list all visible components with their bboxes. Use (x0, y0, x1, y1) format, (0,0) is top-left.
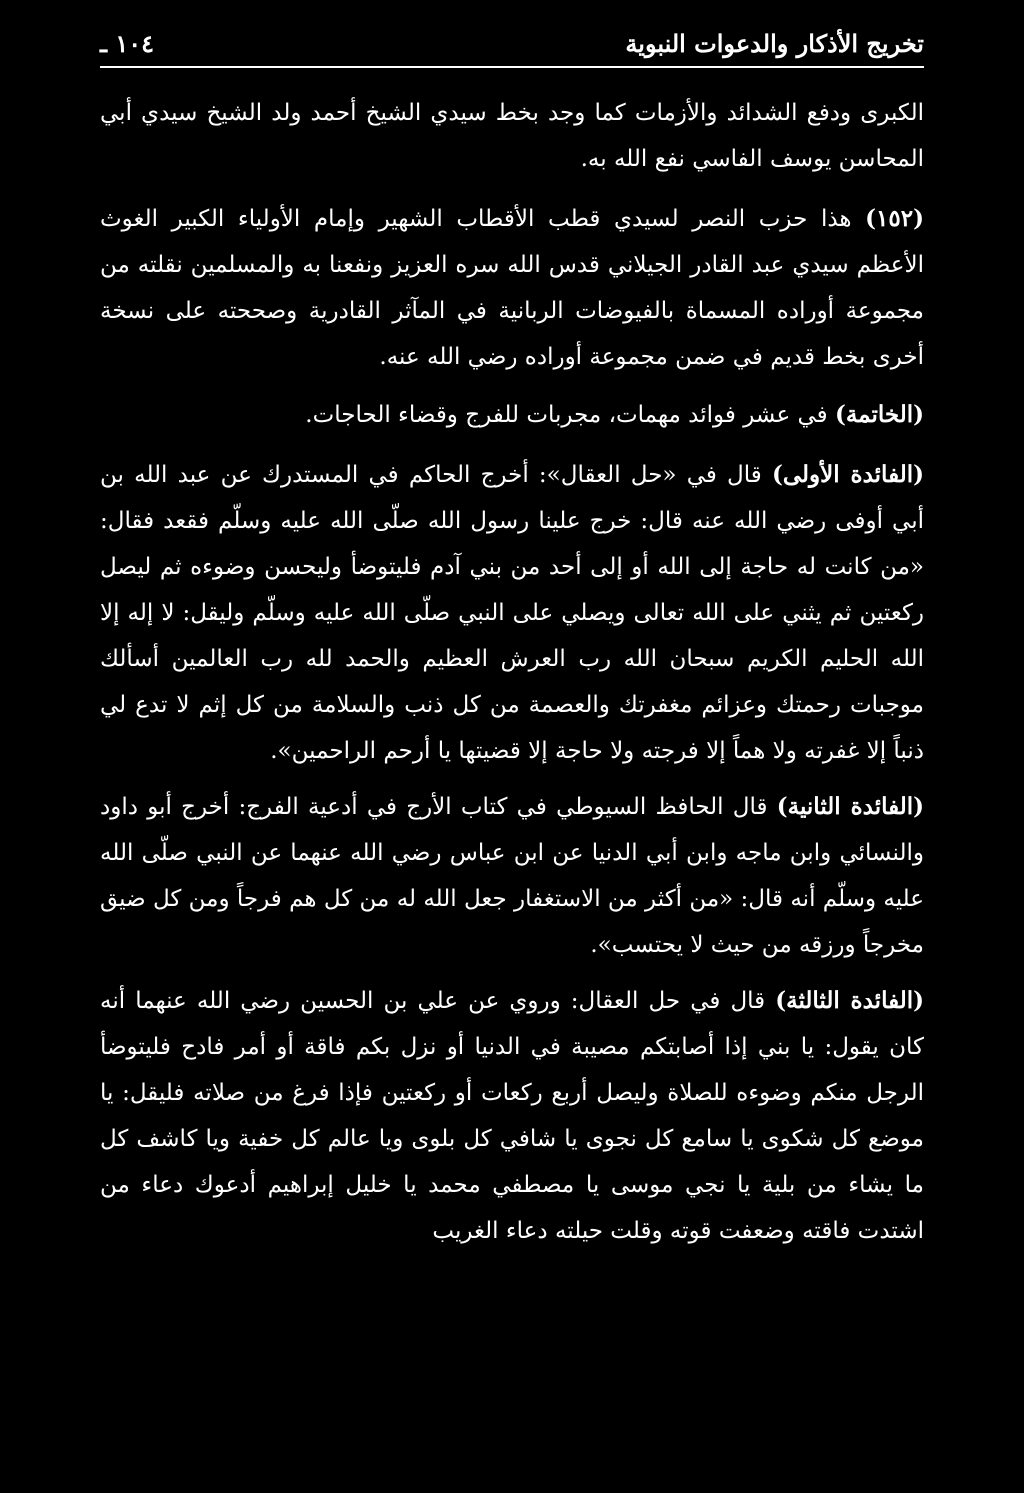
khatima-text: في عشر فوائد مهمات، مجربات للفرج وقضاء الحاجات. (305, 402, 828, 428)
hizb-paragraph (100, 196, 924, 380)
page-number-value: ١٠٤ (115, 28, 155, 58)
faida-1-text: قال في «حل العقال»: أخرج الحاكم في المستدرك عن عبد الله بن أبي أوفى رضي الله عنه قال: خرج علينا رسول الله صلّى الله عليه وسلّم فقعد فقال: «من كانت له حاجة إلى الله أو إلى أحد من بني آدم فليتوضأ وليحسن وضوءه ثم ليصل ركعتين ثم يثني على الله تعالى ويصلي على النبي صلّى الله عليه وسلّم وليقل: لا إله إلا الله الحليم الكريم سبحان الله رب العرش العظيم والحمد لله رب العالمين أسألك موجبات رحمتك وعزائم مغفرتك والعصمة من كل ذنب والسلامة من كل إثم لا تدع لي ذنباً إلا غفرته ولا هماً إلا فرجته ولا حاجة إلا قضيتها يا أرحم الراحمين». (100, 462, 924, 764)
intro-paragraph (100, 90, 924, 182)
page-header (100, 18, 924, 68)
faida-1-paragraph (100, 452, 924, 774)
faida-2-paragraph (100, 784, 924, 968)
faida-3-text: قال في حل العقال: وروي عن علي بن الحسين رضي الله عنهما أنه كان يقول: يا بني إذا أصابتكم مصيبة في الدنيا أو نزل بكم فاقة أو أمر فادح فليتوضأ الرجل منكم وضوءه للصلاة وليصل أربع ركعات أو ركعتين فإذا فرغ من صلاته فليقل: يا موضع كل شكوى يا سامع كل نجوى يا شافي كل بلوى ويا عالم كل خفية ويا كاشف كل ما يشاء من بلية يا نجي موسى يا مصطفي محمد يا خليل إبراهيم أدعوك دعاء من اشتدت فاقته وضعفت قوته وقلت حيلته دعاء الغريب (100, 988, 924, 1244)
hizb-text: هذا حزب النصر لسيدي قطب الأقطاب الشهير وإمام الأولياء الكبير الغوث الأعظم سيدي عبد القادر الجيلاني قدس الله سره العزيز ونفعنا به والمسلمين نقلته من مجموعة أوراده المسماة بالفيوضات الربانية في المآثر القادرية وصححته على نسخة أخرى بخط قديم في ضمن مجموعة أوراده رضي الله عنه. (100, 206, 924, 370)
intro-text: الكبرى ودفع الشدائد والأزمات كما وجد بخط سيدي الشيخ أحمد ولد الشيخ سيدي أبي المحاسن يوسف الفاسي نفع الله به. (100, 100, 924, 172)
running-title: تخريج الأذكار والدعوات النبوية (625, 28, 924, 58)
section-number-label: (١٥٢) (865, 205, 924, 232)
faida-2-label: (الفائدة الثانية) (776, 793, 925, 820)
faida-3-paragraph (100, 978, 924, 1254)
faida-1-label: (الفائدة الأولى) (771, 461, 924, 488)
faida-2-text: قال الحافظ السيوطي في كتاب الأرج في أدعية الفرج: أخرج أبو داود والنسائي وابن ماجه وابن أبي الدنيا عن ابن عباس رضي الله عنهما عن النبي صلّى الله عليه وسلّم أنه قال: «من أكثر من الاستغفار جعل الله له من كل هم فرجاً ومن كل ضيق مخرجاً ورزقه من حيث لا يحتسب». (100, 794, 924, 958)
khatima-label: (الخاتمة) (834, 401, 924, 428)
page-number: ١٠٤ ـ (100, 28, 155, 58)
faida-3-label: (الفائدة الثالثة) (775, 987, 925, 1014)
header-rule (100, 66, 924, 68)
khatima-paragraph (100, 392, 924, 438)
